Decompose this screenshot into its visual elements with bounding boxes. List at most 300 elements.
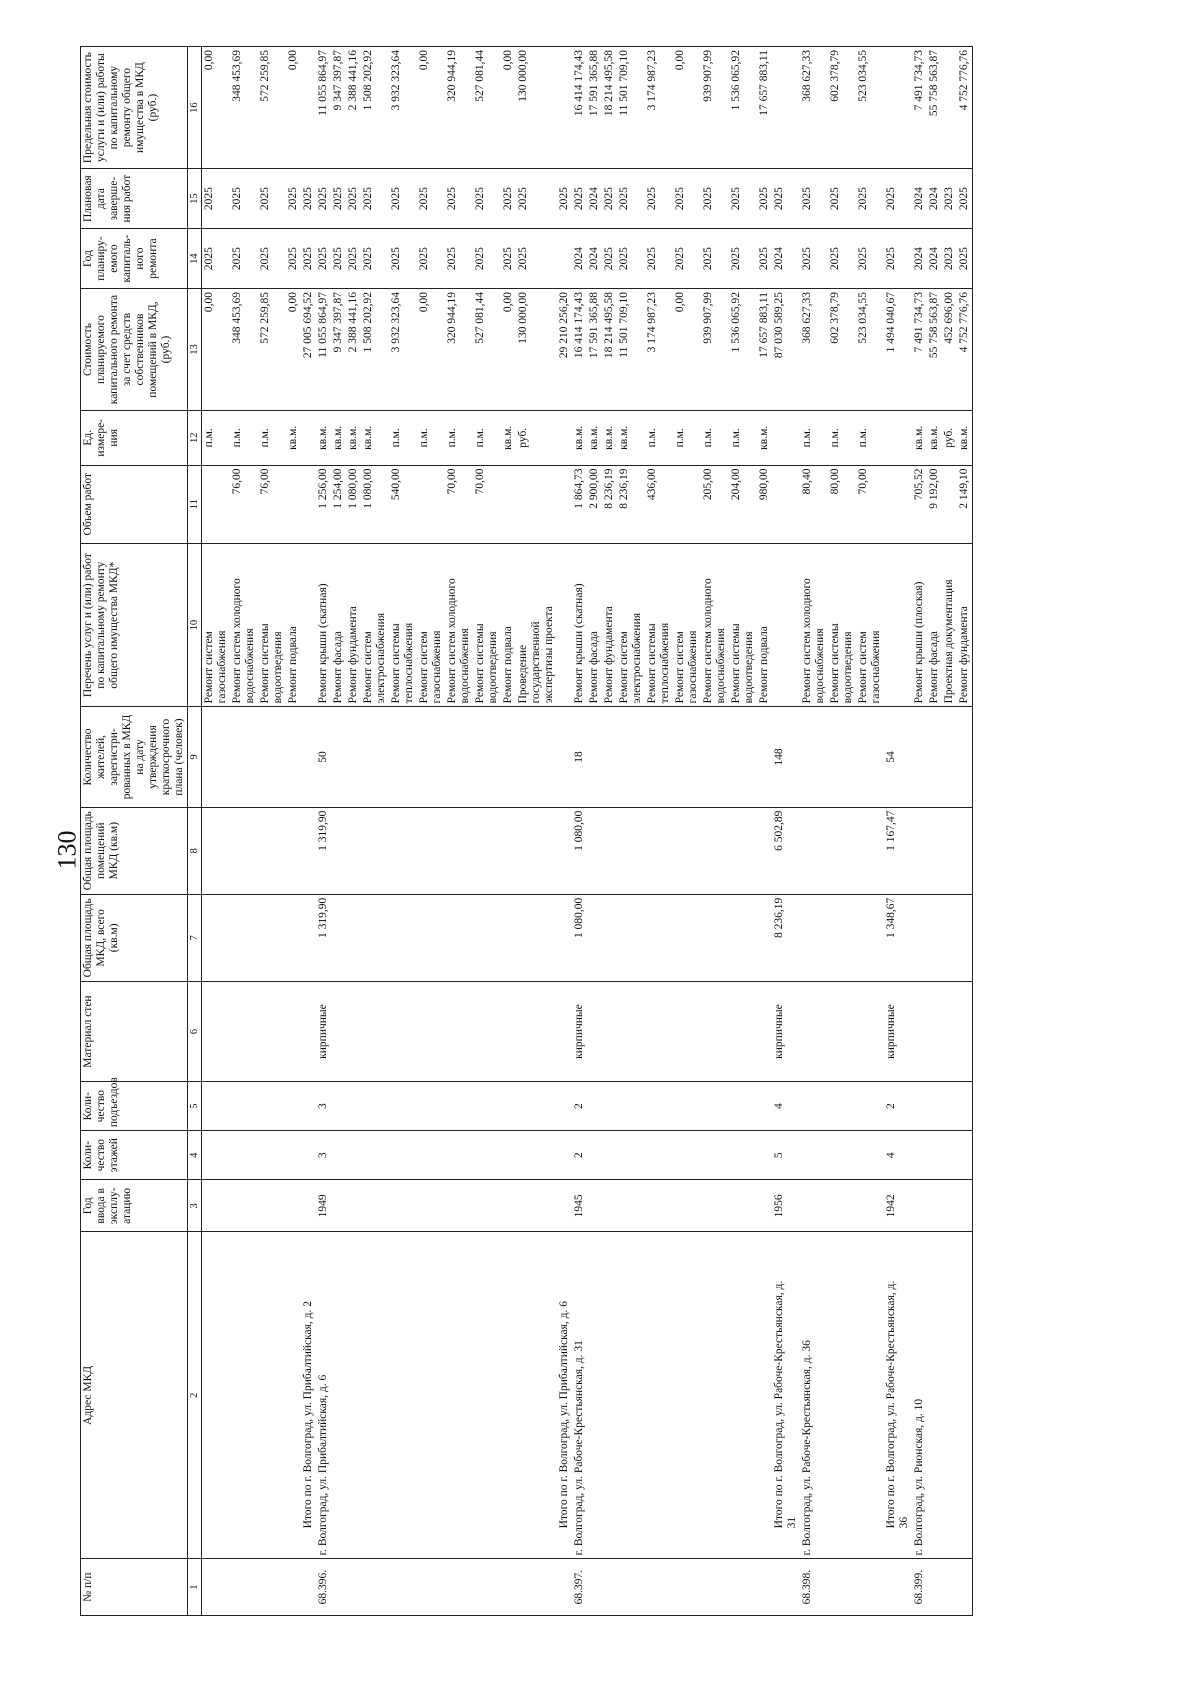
cell-col-8	[645, 807, 673, 894]
column-number: 9	[188, 707, 202, 807]
cell-col-2: Итого по г. Волгоград, ул. Рабоче-Крестьянская, д. 36	[884, 1232, 912, 1559]
cell-col-15: 2025	[772, 169, 800, 229]
cell-col-1	[230, 1559, 258, 1616]
cell-col-11	[772, 465, 800, 543]
cell-col-3	[587, 1180, 602, 1232]
cell-col-16: 4 752 776,76	[957, 47, 973, 169]
cell-col-1	[445, 1559, 473, 1616]
cell-col-8	[445, 807, 473, 894]
cell-col-2	[417, 1232, 445, 1559]
cell-col-3	[286, 1180, 301, 1232]
column-number: 13	[188, 289, 202, 411]
cell-col-1	[417, 1559, 445, 1616]
cell-col-3	[417, 1180, 445, 1232]
work-row	[701, 47, 729, 1616]
cell-col-4	[557, 1131, 572, 1180]
cell-col-10: Ремонт подвала	[757, 543, 772, 706]
cell-col-7	[617, 894, 645, 981]
cell-col-3	[800, 1180, 828, 1232]
cell-col-12: п.м.	[645, 411, 673, 465]
cell-col-5	[617, 1082, 645, 1131]
cell-col-14: 2025	[617, 229, 645, 289]
cell-col-1	[202, 1559, 231, 1616]
cell-col-10: Ремонт систем электроснабжения	[617, 543, 645, 706]
cell-col-8	[301, 807, 316, 894]
cell-col-1	[331, 1559, 346, 1616]
cell-col-1	[617, 1559, 645, 1616]
cell-col-8	[912, 807, 927, 894]
cell-col-5	[673, 1082, 701, 1131]
cell-col-1	[772, 1559, 800, 1616]
cell-col-3	[473, 1180, 501, 1232]
cell-col-13: 0,00	[673, 289, 701, 411]
cell-col-8	[957, 807, 973, 894]
total-row	[301, 47, 316, 1616]
cell-col-8	[230, 807, 258, 894]
cell-col-14: 2025	[729, 229, 757, 289]
cell-col-3	[617, 1180, 645, 1232]
cell-col-16: 11 501 709,10	[617, 47, 645, 169]
cell-col-3	[501, 1180, 516, 1232]
cell-col-5	[286, 1082, 301, 1131]
cell-col-12: кв.м.	[912, 411, 927, 465]
cell-col-11: 8 236,19	[617, 465, 645, 543]
cell-col-1	[389, 1559, 417, 1616]
cell-col-10: Ремонт подвала	[501, 543, 516, 706]
cell-col-3	[828, 1180, 856, 1232]
cell-col-3	[757, 1180, 772, 1232]
cell-col-14: 2025	[361, 229, 389, 289]
cell-col-4	[473, 1131, 501, 1180]
cell-col-14: 2025	[856, 229, 884, 289]
cell-col-15: 2025	[389, 169, 417, 229]
cell-col-16: 17 591 365,88	[587, 47, 602, 169]
cell-col-2	[258, 1232, 286, 1559]
cell-col-14: 2024	[772, 229, 800, 289]
column-number: 10	[188, 543, 202, 706]
cell-col-12: п.м.	[445, 411, 473, 465]
cell-col-1	[757, 1559, 772, 1616]
header-cell: № п/п	[81, 1559, 188, 1616]
cell-col-7	[331, 894, 346, 981]
cell-col-6	[331, 981, 346, 1081]
cell-col-15: 2025	[258, 169, 286, 229]
column-number: 3	[188, 1180, 202, 1232]
work-row	[673, 47, 701, 1616]
table-body	[202, 47, 973, 1616]
cell-col-16: 3 932 323,64	[389, 47, 417, 169]
column-number: 1	[188, 1559, 202, 1616]
cell-col-9	[557, 707, 572, 807]
cell-col-11: 1 256,00	[316, 465, 331, 543]
cell-col-14: 2025	[301, 229, 316, 289]
cell-col-2	[587, 1232, 602, 1559]
cell-col-5: 4	[772, 1082, 800, 1131]
cell-col-9	[473, 707, 501, 807]
cell-col-16: 55 758 563,87	[927, 47, 942, 169]
column-number: 5	[188, 1082, 202, 1131]
cell-col-9	[445, 707, 473, 807]
cell-col-7	[417, 894, 445, 981]
cell-col-11: 70,00	[445, 465, 473, 543]
cell-col-16: 0,00	[286, 47, 301, 169]
cell-col-14: 2025	[884, 229, 912, 289]
cell-col-6	[516, 981, 557, 1081]
cell-col-3	[602, 1180, 617, 1232]
header-cell: Ед. измере-ния	[81, 411, 188, 465]
page-number: 130	[52, 830, 82, 870]
cell-col-8	[557, 807, 572, 894]
house-row	[316, 47, 331, 1616]
cell-col-1	[856, 1559, 884, 1616]
cell-col-9	[389, 707, 417, 807]
cell-col-1	[361, 1559, 389, 1616]
cell-col-2	[602, 1232, 617, 1559]
cell-col-16: 0,00	[673, 47, 701, 169]
cell-col-12: п.м.	[202, 411, 231, 465]
cell-col-6	[501, 981, 516, 1081]
cell-col-4	[286, 1131, 301, 1180]
header-cell: Год ввода в эксплу-атацию	[81, 1180, 188, 1232]
cell-col-14: 2025	[501, 229, 516, 289]
cell-col-4	[501, 1131, 516, 1180]
cell-col-11: 2 149,10	[957, 465, 973, 543]
cell-col-5	[230, 1082, 258, 1131]
cell-col-4	[417, 1131, 445, 1180]
cell-col-8	[473, 807, 501, 894]
cell-col-14: 2025	[673, 229, 701, 289]
cell-col-15: 2025	[516, 169, 557, 229]
cell-col-12: кв.м.	[346, 411, 361, 465]
cell-col-13: 17 591 365,88	[587, 289, 602, 411]
cell-col-6	[346, 981, 361, 1081]
cell-col-13: 3 174 987,23	[645, 289, 673, 411]
cell-col-10: Ремонт фасада	[587, 543, 602, 706]
cell-col-16: 11 055 864,97	[316, 47, 331, 169]
work-row	[286, 47, 301, 1616]
cell-col-16: 3 174 987,23	[645, 47, 673, 169]
cell-col-13: 3 932 323,64	[389, 289, 417, 411]
cell-col-11: 540,00	[389, 465, 417, 543]
cell-col-4	[258, 1131, 286, 1180]
cell-col-14: 2025	[445, 229, 473, 289]
work-row	[942, 47, 957, 1616]
cell-col-12: п.м.	[729, 411, 757, 465]
cell-col-4	[202, 1131, 231, 1180]
cell-col-10: Ремонт фундамента	[957, 543, 973, 706]
cell-col-10: Ремонт системы водоотведения	[473, 543, 501, 706]
cell-col-3	[445, 1180, 473, 1232]
cell-col-15: 2025	[286, 169, 301, 229]
cell-col-4	[445, 1131, 473, 1180]
cell-col-1	[729, 1559, 757, 1616]
cell-col-7	[701, 894, 729, 981]
cell-col-10: Ремонт системы теплоснабжения	[645, 543, 673, 706]
cell-col-12	[884, 411, 912, 465]
cell-col-15: 2025	[572, 169, 587, 229]
cell-col-11: 80,40	[800, 465, 828, 543]
cell-col-10: Проектная документация	[942, 543, 957, 706]
cell-col-16: 348 453,69	[230, 47, 258, 169]
cell-col-15: 2025	[757, 169, 772, 229]
cell-col-6: кирпичные	[572, 981, 587, 1081]
cell-col-1	[346, 1559, 361, 1616]
cell-col-7	[346, 894, 361, 981]
total-row	[772, 47, 800, 1616]
cell-col-10	[772, 543, 800, 706]
cell-col-16: 16 414 174,43	[572, 47, 587, 169]
cell-col-15: 2025	[316, 169, 331, 229]
cell-col-14: 2025	[230, 229, 258, 289]
cell-col-6	[602, 981, 617, 1081]
cell-col-13: 0,00	[286, 289, 301, 411]
cell-col-5	[331, 1082, 346, 1131]
cell-col-5	[445, 1082, 473, 1131]
cell-col-11: 1 254,00	[331, 465, 346, 543]
work-row	[587, 47, 602, 1616]
cell-col-10: Ремонт систем холодного водоснабжения	[445, 543, 473, 706]
cell-col-11: 1 864,73	[572, 465, 587, 543]
cell-col-11: 1 080,00	[361, 465, 389, 543]
cell-col-1	[957, 1559, 973, 1616]
cell-col-7: 1 080,00	[572, 894, 587, 981]
cell-col-8	[389, 807, 417, 894]
cell-col-2	[673, 1232, 701, 1559]
cell-col-4	[361, 1131, 389, 1180]
cell-col-14: 2025	[701, 229, 729, 289]
cell-col-12: п.м.	[800, 411, 828, 465]
cell-col-8	[331, 807, 346, 894]
cell-col-5: 2	[572, 1082, 587, 1131]
cell-col-4	[389, 1131, 417, 1180]
cell-col-11: 204,00	[729, 465, 757, 543]
cell-col-7	[301, 894, 316, 981]
cell-col-15: 2025	[417, 169, 445, 229]
cell-col-8	[701, 807, 729, 894]
cell-col-8	[258, 807, 286, 894]
cell-col-11: 70,00	[856, 465, 884, 543]
cell-col-1	[557, 1559, 572, 1616]
cell-col-13: 523 034,55	[856, 289, 884, 411]
cell-col-13: 0,00	[501, 289, 516, 411]
cell-col-14: 2025	[602, 229, 617, 289]
cell-col-11: 436,00	[645, 465, 673, 543]
cell-col-9	[927, 707, 942, 807]
cell-col-9	[230, 707, 258, 807]
cell-col-14: 2024	[572, 229, 587, 289]
cell-col-2: г. Волгоград, ул. Рабоче-Крестьянская, д. 31	[572, 1232, 587, 1559]
cell-col-11: 980,00	[757, 465, 772, 543]
work-row	[258, 47, 286, 1616]
cell-col-10: Ремонт систем газоснабжения	[856, 543, 884, 706]
cell-col-3	[346, 1180, 361, 1232]
cell-col-6	[927, 981, 942, 1081]
cell-col-10: Ремонт фасада	[927, 543, 942, 706]
cell-col-12: руб.	[942, 411, 957, 465]
cell-col-3	[557, 1180, 572, 1232]
cell-col-6	[912, 981, 927, 1081]
cell-col-8	[587, 807, 602, 894]
repair-plan-table	[80, 46, 973, 1616]
cell-col-12: кв.м.	[361, 411, 389, 465]
cell-col-5: 2	[884, 1082, 912, 1131]
cell-col-4	[602, 1131, 617, 1180]
cell-col-7	[445, 894, 473, 981]
work-row	[389, 47, 417, 1616]
cell-col-2	[331, 1232, 346, 1559]
cell-col-9	[673, 707, 701, 807]
cell-col-4	[729, 1131, 757, 1180]
cell-col-4: 3	[316, 1131, 331, 1180]
cell-col-14: 2025	[473, 229, 501, 289]
cell-col-12: п.м.	[473, 411, 501, 465]
header-cell: Материал стен	[81, 981, 188, 1081]
cell-col-16	[301, 47, 316, 169]
cell-col-12	[301, 411, 316, 465]
cell-col-9	[301, 707, 316, 807]
header-cell: Общая площадь помещений МКД (кв.м)	[81, 807, 188, 894]
cell-col-5	[602, 1082, 617, 1131]
cell-col-6	[230, 981, 258, 1081]
cell-col-5	[389, 1082, 417, 1131]
cell-col-5	[800, 1082, 828, 1131]
cell-col-4	[673, 1131, 701, 1180]
cell-col-3	[957, 1180, 973, 1232]
column-number: 11	[188, 465, 202, 543]
cell-col-9	[258, 707, 286, 807]
cell-col-11	[417, 465, 445, 543]
cell-col-6	[673, 981, 701, 1081]
cell-col-4	[230, 1131, 258, 1180]
cell-col-8	[942, 807, 957, 894]
work-row	[927, 47, 942, 1616]
cell-col-1	[673, 1559, 701, 1616]
cell-col-2	[942, 1232, 957, 1559]
cell-col-16: 368 627,33	[800, 47, 828, 169]
cell-col-3: 1956	[772, 1180, 800, 1232]
cell-col-9: 18	[572, 707, 587, 807]
cell-col-16	[557, 47, 572, 169]
cell-col-12: п.м.	[258, 411, 286, 465]
cell-col-1: 68.399.	[912, 1559, 927, 1616]
cell-col-4	[516, 1131, 557, 1180]
cell-col-12: кв.м.	[286, 411, 301, 465]
cell-col-12: кв.м.	[957, 411, 973, 465]
cell-col-4: 2	[572, 1131, 587, 1180]
cell-col-3	[202, 1180, 231, 1232]
cell-col-14: 2025	[389, 229, 417, 289]
cell-col-11: 1 080,00	[346, 465, 361, 543]
cell-col-9	[602, 707, 617, 807]
cell-col-1	[501, 1559, 516, 1616]
header-cell: Предельная стоимость услуги и (или) работы по капитальному ремонту общего имущества в МКД (руб.)	[81, 47, 188, 169]
cell-col-2	[346, 1232, 361, 1559]
cell-col-10: Проведение государственной экспертизы проекта	[516, 543, 557, 706]
cell-col-6: кирпичные	[884, 981, 912, 1081]
cell-col-5	[417, 1082, 445, 1131]
cell-col-16: 0,00	[417, 47, 445, 169]
cell-col-4: 4	[884, 1131, 912, 1180]
cell-col-4	[617, 1131, 645, 1180]
column-number: 6	[188, 981, 202, 1081]
work-row	[230, 47, 258, 1616]
cell-col-4	[927, 1131, 942, 1180]
cell-col-5	[587, 1082, 602, 1131]
cell-col-10: Ремонт систем электроснабжения	[361, 543, 389, 706]
cell-col-3: 1945	[572, 1180, 587, 1232]
cell-col-6	[617, 981, 645, 1081]
cell-col-13: 17 657 883,11	[757, 289, 772, 411]
cell-col-13: 368 627,33	[800, 289, 828, 411]
cell-col-7	[927, 894, 942, 981]
cell-col-12: кв.м.	[602, 411, 617, 465]
work-row	[856, 47, 884, 1616]
cell-col-9: 50	[316, 707, 331, 807]
cell-col-12: кв.м.	[501, 411, 516, 465]
cell-col-7: 1 348,67	[884, 894, 912, 981]
cell-col-6	[417, 981, 445, 1081]
cell-col-8	[800, 807, 828, 894]
cell-col-10: Ремонт систем газоснабжения	[417, 543, 445, 706]
cell-col-16: 0,00	[501, 47, 516, 169]
cell-col-3	[258, 1180, 286, 1232]
cell-col-2: г. Волгоград, ул. Рабоче-Крестьянская, д. 36	[800, 1232, 828, 1559]
cell-col-2	[473, 1232, 501, 1559]
work-row	[361, 47, 389, 1616]
cell-col-14: 2025	[258, 229, 286, 289]
cell-col-4	[645, 1131, 673, 1180]
work-row	[757, 47, 772, 1616]
cell-col-1	[516, 1559, 557, 1616]
cell-col-3	[230, 1180, 258, 1232]
cell-col-15: 2025	[501, 169, 516, 229]
cell-col-2	[701, 1232, 729, 1559]
cell-col-16: 130 000,00	[516, 47, 557, 169]
cell-col-2: Итого по г. Волгоград, ул. Прибалтийская, д. 6	[557, 1232, 572, 1559]
cell-col-12: кв.м.	[587, 411, 602, 465]
cell-col-5	[701, 1082, 729, 1131]
cell-col-8	[417, 807, 445, 894]
cell-col-7	[230, 894, 258, 981]
cell-col-14: 2025	[828, 229, 856, 289]
cell-col-5	[516, 1082, 557, 1131]
cell-col-5	[202, 1082, 231, 1131]
cell-col-8	[617, 807, 645, 894]
cell-col-13: 0,00	[417, 289, 445, 411]
work-row	[501, 47, 516, 1616]
cell-col-9	[645, 707, 673, 807]
cell-col-10: Ремонт крыши (скатная)	[316, 543, 331, 706]
cell-col-4	[957, 1131, 973, 1180]
cell-col-2	[389, 1232, 417, 1559]
work-row	[202, 47, 231, 1616]
cell-col-4	[701, 1131, 729, 1180]
cell-col-6	[645, 981, 673, 1081]
house-row	[912, 47, 927, 1616]
cell-col-8	[516, 807, 557, 894]
cell-col-16: 0,00	[202, 47, 231, 169]
cell-col-7	[757, 894, 772, 981]
cell-col-2: Итого по г. Волгоград, ул. Рабоче-Крестьянская, д. 31	[772, 1232, 800, 1559]
cell-col-13: 130 000,00	[516, 289, 557, 411]
cell-col-6	[557, 981, 572, 1081]
cell-col-15: 2025	[957, 169, 973, 229]
cell-col-13: 18 214 495,58	[602, 289, 617, 411]
cell-col-12: руб.	[516, 411, 557, 465]
cell-col-15: 2025	[673, 169, 701, 229]
work-row	[617, 47, 645, 1616]
cell-col-13: 0,00	[202, 289, 231, 411]
